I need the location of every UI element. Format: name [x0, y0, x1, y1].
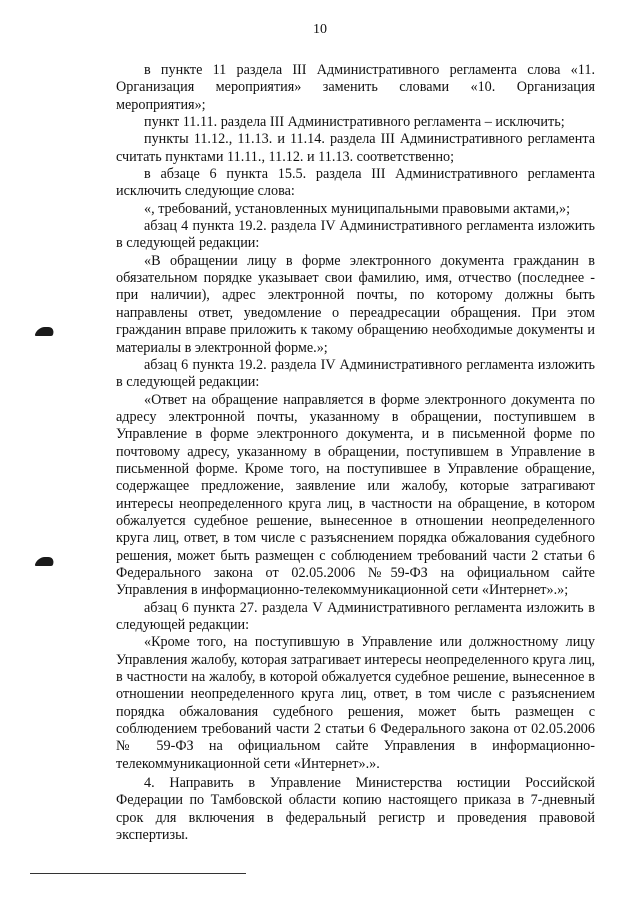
document-body [116, 62, 595, 844]
footnote-rule [30, 873, 246, 874]
paragraph: в пункте 11 раздела III Административного регламента слова «11. Организация мероприятия» заменить словами «10. Организация мероприятия»; [116, 62, 595, 113]
paragraph: 4. Направить в Управление Министерства юстиции Российской Федерации по Тамбовской области копию настоящего приказа в 7-дневный срок для включения в федеральный регистр и проведения правовой экспертизы. [116, 775, 595, 844]
paragraph: абзац 4 пункта 19.2. раздела IV Административного регламента изложить в следующей редакции: [116, 218, 595, 252]
paragraph: «Кроме того, на поступившую в Управление или должностному лицу Управления жалобу, которая затрагивает интересы неопределенного круга лиц, в частности на жалобу, в которой обжалуется судебное решение, вынесенное в отношении неопределенного круга лиц, ответ, в том числе с разъяснением порядка обжалования судебного решения, может быть размещен с соблюдением требований части 2 статьи 6 Федерального закона от 02.05.2006 № 59-ФЗ на официальном сайте Управления в информационно-телекоммуникационной сети «Интернет».». [116, 634, 595, 772]
paragraph: абзац 6 пункта 27. раздела V Административного регламента изложить в следующей редакции: [116, 599, 595, 633]
binder-hole-mark [35, 327, 56, 336]
paragraph: «В обращении лицу в форме электронного документа гражданин в обязательном порядке указывает свои фамилию, имя, отчество (последнее - при наличии), адрес электронной почты, по которому должны быть направлены ответ, уведомление о переадресации обращения. При этом гражданин вправе приложить к такому обращению необходимые документы и материалы в электронной форме.»; [116, 252, 595, 356]
paragraph: пункт 11.11. раздела III Административного регламента – исключить; [144, 114, 565, 131]
paragraph: в абзаце 6 пункта 15.5. раздела III Административного регламента исключить следующие слова: [116, 166, 595, 200]
page-number: 10 [313, 22, 327, 37]
binder-hole-mark [35, 557, 56, 566]
paragraph: «Ответ на обращение направляется в форме электронного документа по адресу электронной почты, указанному в обращении, поступившем в Управление в форме электронного документа, и в письменной форме по почтовому адресу, указанному в обращении, поступившем в Управление в письменной форме. Кроме того, на поступившее в Управление обращение, содержащее предложение, заявление или жалобу, которые затрагивают интересы неопределенного круга лиц, в частности на обращение, в котором обжалуется судебное решение, вынесенное в отношении неопределенного круга лиц, ответ, в том числе с разъяснением порядка обжалования судебного решения, может быть размещен с соблюдением требований части 2 статьи 6 Федерального закона от 02.05.2006 №59-ФЗ на официальном сайте Управления в информационно-телекоммуникационной сети «Интернет».»; [116, 391, 595, 599]
paragraph: абзац 6 пункта 19.2. раздела IV Административного регламента изложить в следующей редакции: [116, 356, 595, 391]
paragraph: «, требований, установленных муниципальными правовыми актами,»; [144, 200, 571, 217]
paragraph: пункты 11.12., 11.13. и 11.14. раздела III Административного регламента считать пунктами 11.11., 11.12. и 11.13. соответственно; [116, 131, 595, 165]
